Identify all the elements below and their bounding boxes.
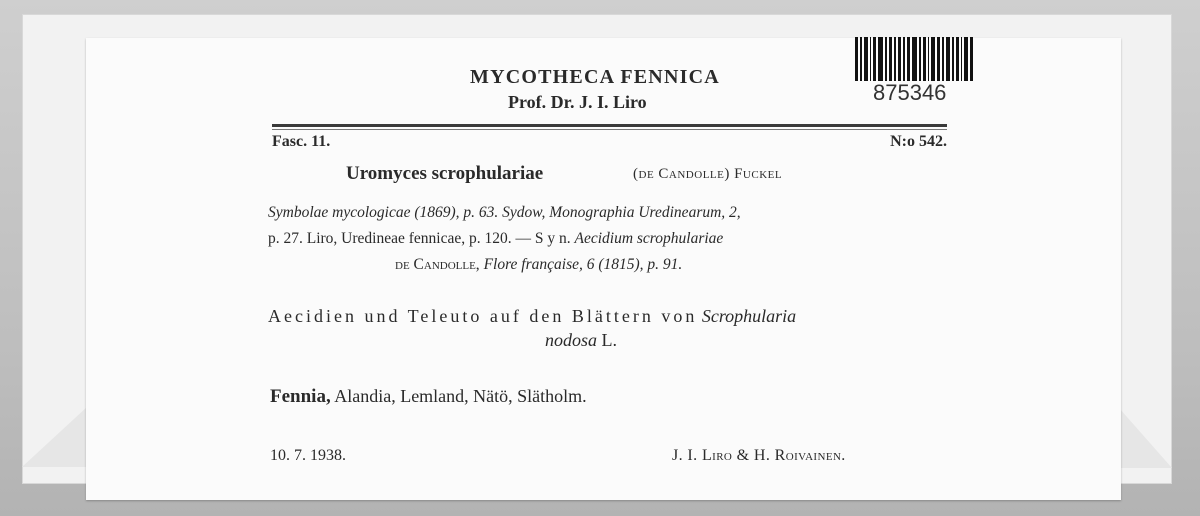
barcode-number: 875346 bbox=[873, 80, 947, 105]
header-rule-thin bbox=[272, 129, 947, 130]
locality-detail: Alandia, Lemland, Nätö, Slätholm. bbox=[334, 386, 587, 406]
series-title: MYCOTHECA FENNICA bbox=[470, 66, 720, 88]
reference-text: Flore française, 6 (1815), p. 91. bbox=[483, 256, 683, 273]
fascicle-number: Fasc. 11. bbox=[272, 133, 331, 150]
envelope-flap-right bbox=[1112, 400, 1172, 468]
reference-text: p. 27. Liro, Uredineae fennicae, p. 120. — S y n. bbox=[268, 230, 571, 247]
host-description bbox=[268, 302, 948, 330]
locality-country: Fennia, bbox=[270, 386, 331, 407]
collection-date: 10. 7. 1938. bbox=[270, 447, 346, 464]
reference-author: de Candolle, bbox=[395, 256, 480, 273]
specimen-number: N:o 542. bbox=[890, 133, 947, 150]
host-genus: Scrophularia bbox=[701, 306, 797, 326]
reference-text: Symbolae mycologicae (1869), p. 63. Sydow, Monographia Uredinearum, 2, bbox=[268, 204, 741, 221]
barcode bbox=[855, 37, 975, 81]
synonym-name: Aecidium scrophulariae bbox=[574, 230, 724, 247]
reference-line-1 bbox=[268, 200, 948, 226]
species-authority: (de Candolle) Fuckel bbox=[633, 166, 783, 182]
editor-line: Prof. Dr. J. I. Liro bbox=[508, 92, 647, 112]
host-authority: L. bbox=[601, 330, 618, 350]
header-rule-thick bbox=[272, 124, 947, 127]
locality bbox=[270, 386, 587, 408]
host-stages: Aecidien und Teleuto auf den Blättern von bbox=[268, 306, 698, 326]
collectors: J. I. Liro & H. Roivainen. bbox=[672, 447, 846, 464]
species-name: Uromyces scrophulariae bbox=[346, 163, 544, 184]
host-description-2 bbox=[545, 330, 617, 351]
host-species: nodosa bbox=[545, 330, 598, 350]
reference-line-2 bbox=[268, 226, 948, 252]
reference-line-3 bbox=[395, 252, 855, 278]
